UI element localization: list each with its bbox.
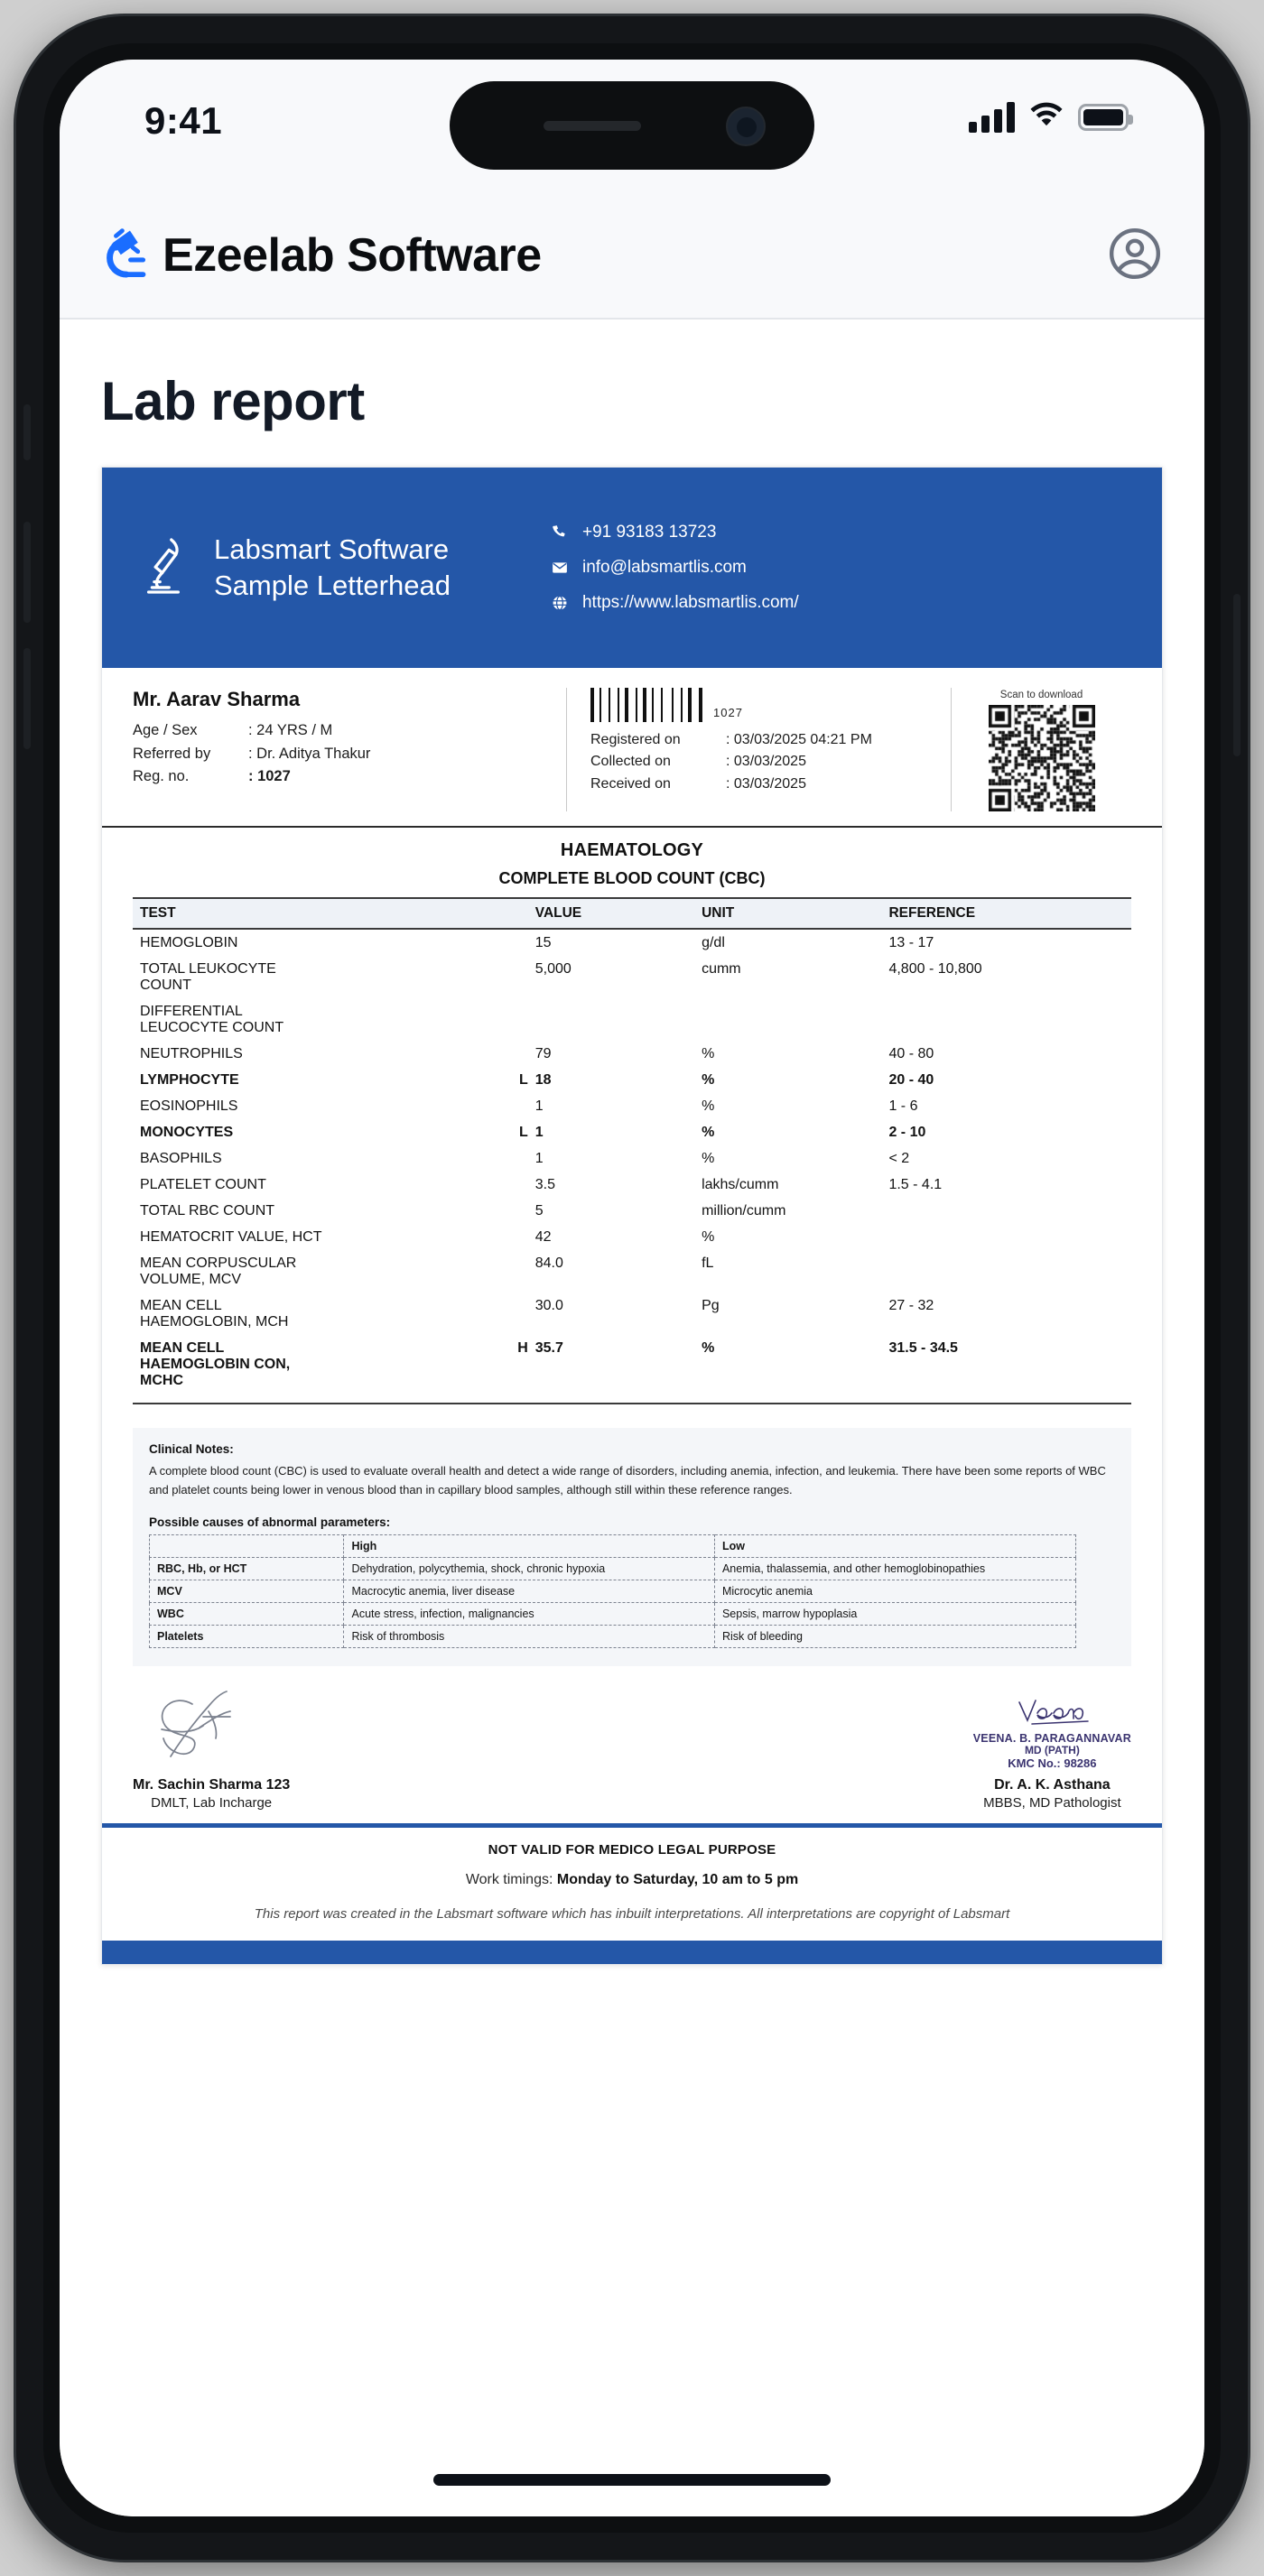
- volume-up-button[interactable]: [23, 522, 31, 623]
- patient-name: Mr. Aarav Sharma: [133, 688, 301, 710]
- signature-band: [102, 1666, 1162, 1823]
- lab-report-sheet: [101, 467, 1163, 1965]
- cell-flag: [330, 1041, 528, 1067]
- received-on-row: [590, 774, 934, 795]
- patient-value-reg-no: : 1027: [248, 768, 291, 785]
- column-header-test: TEST: [133, 898, 528, 929]
- table-row: [133, 1093, 1131, 1119]
- signature-right: [973, 1697, 1131, 1811]
- cell-reference: 4,800 - 10,800: [888, 960, 982, 977]
- cell-reference: 31.5 - 34.5: [888, 1339, 958, 1356]
- cell-reference: < 2: [888, 1150, 910, 1166]
- app-header: [60, 193, 1204, 320]
- cell-flag: L: [518, 1124, 528, 1140]
- table-row: [133, 1224, 1131, 1250]
- contact-website-text: https://www.labsmartlis.com/: [581, 593, 799, 612]
- contact-email: [550, 558, 799, 578]
- cell-test: DIFFERENTIAL LEUCOCYTE COUNT: [140, 1003, 284, 1035]
- barcode-icon: [590, 688, 702, 722]
- table-row: [133, 1250, 1131, 1293]
- table-row: [133, 998, 1131, 1041]
- contact-website: [550, 593, 799, 613]
- cell-flag: [330, 1293, 528, 1335]
- cell-test: HEMOGLOBIN: [140, 934, 238, 950]
- cell-flag: [330, 1093, 528, 1119]
- stamp-name: VEENA. B. PARAGANNAVAR: [972, 1732, 1131, 1746]
- letterhead-title: [214, 532, 451, 603]
- cell-unit: [694, 998, 881, 1041]
- patient-label-reg-no: Reg. no.: [133, 768, 190, 785]
- table-row: [133, 1293, 1131, 1335]
- table-row: [133, 1335, 1131, 1394]
- cell-parameter: Platelets: [150, 1626, 344, 1648]
- home-indicator[interactable]: [433, 2474, 831, 2486]
- clinical-notes-card: [133, 1428, 1131, 1666]
- registration-block: [566, 688, 934, 811]
- footer-work-timings: [133, 1872, 1131, 1888]
- registered-on-value: : 03/03/2025 04:21 PM: [726, 732, 872, 747]
- cell-reference: 1 - 6: [888, 1098, 918, 1114]
- results-header-row: [133, 898, 1131, 929]
- front-camera-icon: [726, 107, 766, 146]
- registered-on-label: Registered on: [590, 732, 681, 747]
- patient-label-age-sex: Age / Sex: [133, 722, 198, 738]
- cell-flag: [330, 1145, 528, 1172]
- patient-info: [133, 688, 566, 811]
- footer-disclaimer: This report was created in the Labsmart software which has inbuilt interpretations. All interpretations are copyright of Labsmart: [254, 1906, 1010, 1923]
- email-icon: [550, 560, 570, 576]
- causes-header-high: High: [344, 1535, 714, 1558]
- cell-reference: 20 - 40: [888, 1071, 934, 1088]
- cell-value: 30.0: [534, 1297, 563, 1313]
- patient-row-referred-by: [133, 743, 566, 766]
- page-title: Lab report: [101, 371, 365, 431]
- cell-flag: [330, 1172, 528, 1198]
- letterhead-brand: [142, 532, 451, 603]
- cell-flag: [330, 1250, 528, 1293]
- column-header-unit: UNIT: [694, 898, 881, 929]
- causes-header-low: Low: [714, 1535, 1075, 1558]
- cell-flag: [330, 1224, 528, 1250]
- cell-parameter: MCV: [150, 1580, 344, 1603]
- cell-test: BASOPHILS: [140, 1150, 222, 1166]
- pathologist-role: MBBS, MD Pathologist: [983, 1795, 1121, 1812]
- table-row: [133, 956, 1131, 998]
- cell-test: NEUTROPHILS: [140, 1045, 243, 1061]
- cell-unit: %: [702, 1150, 715, 1166]
- patient-row-reg-no: [133, 765, 566, 789]
- causes-header-blank: [150, 1535, 344, 1558]
- qr-block: [951, 688, 1131, 811]
- cell-test: MEAN CELL HAEMOGLOBIN CON, MCHC: [140, 1339, 291, 1388]
- signature-left: [133, 1686, 290, 1811]
- table-row: [133, 1145, 1131, 1172]
- cell-value: 3.5: [534, 1176, 555, 1192]
- cell-high: Macrocytic anemia, liver disease: [344, 1580, 714, 1603]
- cell-reference: [881, 1224, 1131, 1250]
- handwritten-signature-icon: [144, 1761, 279, 1776]
- cell-flag: [330, 998, 528, 1041]
- earpiece-speaker: [544, 121, 641, 131]
- wifi-icon: [1029, 101, 1064, 133]
- brand-title: Ezeelab Software: [163, 229, 542, 282]
- cell-test: TOTAL RBC COUNT: [140, 1202, 275, 1219]
- cell-test: TOTAL LEUKOCYTE COUNT: [140, 960, 276, 993]
- cell-low: Microcytic anemia: [714, 1580, 1075, 1603]
- received-on-value: : 03/03/2025: [726, 775, 806, 792]
- contact-phone-text: +91 93183 13723: [581, 523, 717, 542]
- column-header-reference: REFERENCE: [881, 898, 1131, 929]
- stamp-qualification: MD (PATH): [1024, 1744, 1080, 1757]
- received-on-label: Received on: [590, 775, 671, 792]
- department-title: HAEMATOLOGY: [560, 840, 704, 860]
- cell-reference: 27 - 32: [888, 1297, 934, 1313]
- results-table-bottom-rule: [133, 1403, 1131, 1404]
- cell-value: 15: [534, 934, 552, 950]
- footer-legal-text: NOT VALID FOR MEDICO LEGAL PURPOSE: [488, 1842, 776, 1858]
- cell-unit: Pg: [702, 1297, 720, 1313]
- cell-reference: [881, 1198, 1131, 1224]
- cell-reference: 1.5 - 4.1: [888, 1176, 943, 1192]
- footer-accent-bar: [102, 1941, 1162, 1964]
- table-row: [150, 1603, 1076, 1626]
- lab-incharge-name: Mr. Sachin Sharma 123: [133, 1777, 291, 1793]
- battery-icon: [1078, 104, 1129, 131]
- cell-reference: 40 - 80: [888, 1045, 934, 1061]
- globe-icon: [550, 595, 570, 611]
- column-header-value: VALUE: [528, 898, 694, 929]
- contact-phone: [550, 523, 799, 542]
- cell-test: MEAN CELL HAEMOGLOBIN, MCH: [140, 1297, 289, 1330]
- cell-value: 5: [534, 1202, 544, 1219]
- cell-reference: [881, 1250, 1131, 1293]
- cell-flag: [330, 956, 528, 998]
- barcode-number: 1027: [713, 706, 743, 719]
- possible-causes-title: Possible causes of abnormal parameters:: [149, 1515, 391, 1530]
- causes-header-row: [150, 1535, 1076, 1558]
- report-footer: [102, 1823, 1162, 1941]
- qr-caption: Scan to download: [999, 690, 1083, 700]
- cell-reference: 13 - 17: [888, 934, 934, 950]
- cell-value: [528, 998, 694, 1041]
- table-row: [133, 1172, 1131, 1198]
- cell-unit: fL: [702, 1255, 714, 1271]
- collected-on-value: : 03/03/2025: [726, 754, 806, 770]
- status-time: 9:41: [144, 99, 223, 142]
- collected-on-row: [590, 751, 934, 773]
- device-frame: [16, 16, 1248, 2560]
- registered-on-row: [590, 729, 934, 751]
- cell-value: 79: [534, 1045, 552, 1061]
- qr-code-icon[interactable]: [989, 705, 1095, 811]
- cell-unit: g/dl: [702, 934, 725, 950]
- stamp-signature-icon: [973, 1697, 1131, 1732]
- cell-value: 35.7: [534, 1339, 563, 1356]
- cell-unit: %: [702, 1098, 715, 1114]
- cell-flag: [330, 929, 528, 956]
- report-letterhead: [102, 468, 1162, 668]
- cell-value: 1: [534, 1124, 544, 1140]
- table-row: [133, 1067, 1131, 1093]
- cell-reference: [881, 998, 1131, 1041]
- results-section: [102, 828, 1162, 1397]
- cell-value: 18: [534, 1071, 552, 1088]
- cell-parameter: WBC: [150, 1603, 344, 1626]
- collected-on-label: Collected on: [590, 754, 671, 770]
- cell-unit: lakhs/cumm: [702, 1176, 779, 1192]
- cell-high: Dehydration, polycythemia, shock, chronic hypoxia: [344, 1558, 714, 1580]
- cell-value: 84.0: [534, 1255, 563, 1271]
- patient-band: [102, 668, 1162, 828]
- cell-unit: %: [702, 1339, 715, 1356]
- cell-high: Acute stress, infection, malignancies: [344, 1603, 714, 1626]
- clinical-notes-text: A complete blood count (CBC) is used to evaluate overall health and detect a wide range of disorders, including anemia, infection, and leukemia. There have been some reports of WBC and platelet counts being lower in venous blood than in capillary blood samples, although still within these reference ranges.: [149, 1464, 1106, 1497]
- brand-logo[interactable]: [101, 227, 542, 285]
- table-row: [133, 1041, 1131, 1067]
- pathologist-name: Dr. A. K. Asthana: [994, 1777, 1111, 1793]
- contact-email-text: info@labsmartlis.com: [581, 558, 747, 577]
- page-body: [60, 320, 1204, 2516]
- results-body: [133, 929, 1131, 1394]
- cellular-signal-icon: [969, 102, 1015, 133]
- silent-switch-button[interactable]: [23, 404, 31, 460]
- microscope-icon: [142, 535, 194, 601]
- cell-flag: L: [518, 1071, 528, 1088]
- table-row: [133, 929, 1131, 956]
- patient-label-referred-by: Referred by: [133, 745, 211, 762]
- cell-test: MONOCYTES: [140, 1124, 234, 1140]
- cell-value: 42: [534, 1228, 552, 1245]
- cell-value: 1: [534, 1098, 544, 1114]
- phone-icon: [550, 524, 570, 541]
- cell-high: Risk of thrombosis: [344, 1626, 714, 1648]
- power-button[interactable]: [1233, 594, 1241, 756]
- status-icons: [969, 101, 1129, 133]
- footer-timings-value: Monday to Saturday, 10 am to 5 pm: [556, 1872, 799, 1888]
- panel-title: COMPLETE BLOOD COUNT (CBC): [498, 869, 766, 887]
- cell-parameter: RBC, Hb, or HCT: [150, 1558, 344, 1580]
- cell-low: Sepsis, marrow hypoplasia: [714, 1603, 1075, 1626]
- cell-flag: [330, 1198, 528, 1224]
- causes-body: [150, 1558, 1076, 1648]
- table-row: [150, 1558, 1076, 1580]
- cell-test: MEAN CORPUSCULAR VOLUME, MCV: [140, 1255, 297, 1287]
- phone-screen: [60, 60, 1204, 2516]
- dynamic-island: [450, 81, 814, 170]
- cell-test: EOSINOPHILS: [140, 1098, 238, 1114]
- stamp-registration: KMC No.: 98286: [1008, 1756, 1097, 1770]
- letterhead-line1: Labsmart Software: [214, 533, 450, 566]
- table-row: [133, 1198, 1131, 1224]
- cell-unit: %: [702, 1124, 715, 1140]
- table-row: [150, 1580, 1076, 1603]
- cell-test: HEMATOCRIT VALUE, HCT: [140, 1228, 322, 1245]
- cell-reference: 2 - 10: [888, 1124, 926, 1140]
- status-bar: [60, 60, 1204, 193]
- cell-test: LYMPHOCYTE: [140, 1071, 239, 1088]
- cell-value: 1: [534, 1150, 544, 1166]
- letterhead-contacts: [550, 523, 799, 613]
- table-row: [150, 1626, 1076, 1648]
- letterhead-line2: Sample Letterhead: [214, 570, 451, 601]
- cell-value: 5,000: [534, 960, 572, 977]
- pathologist-stamp: [973, 1697, 1131, 1770]
- cell-unit: %: [702, 1228, 715, 1245]
- patient-value-referred-by: : Dr. Aditya Thakur: [248, 745, 371, 762]
- lab-incharge-role: DMLT, Lab Incharge: [151, 1795, 273, 1812]
- cell-flag: H: [517, 1339, 528, 1356]
- cell-unit: million/cumm: [702, 1202, 786, 1219]
- barcode-row: [590, 688, 934, 722]
- volume-down-button[interactable]: [23, 648, 31, 749]
- cell-unit: cumm: [702, 960, 741, 977]
- account-circle-icon[interactable]: [1107, 226, 1163, 286]
- table-row: [133, 1119, 1131, 1145]
- results-table: [133, 897, 1131, 1394]
- patient-row-age-sex: [133, 719, 566, 743]
- cell-unit: %: [702, 1045, 715, 1061]
- clinical-notes-title: Clinical Notes:: [149, 1442, 234, 1456]
- cell-low: Anemia, thalassemia, and other hemoglobinopathies: [714, 1558, 1075, 1580]
- microscope-icon: [101, 227, 152, 285]
- cell-low: Risk of bleeding: [714, 1626, 1075, 1648]
- patient-value-age-sex: : 24 YRS / M: [248, 722, 333, 738]
- footer-timings-label: Work timings:: [465, 1872, 553, 1888]
- cell-unit: %: [702, 1071, 715, 1088]
- cell-test: PLATELET COUNT: [140, 1176, 266, 1192]
- possible-causes-table: [149, 1534, 1076, 1648]
